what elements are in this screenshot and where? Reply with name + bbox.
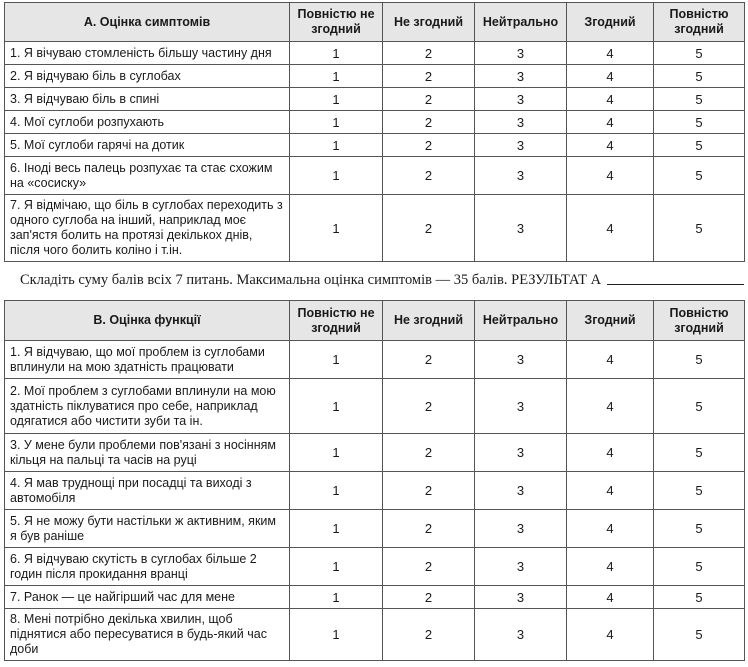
question-row: [5, 65, 745, 88]
score-option-2[interactable]: 2: [383, 134, 475, 157]
question-row: [5, 548, 745, 586]
question-text: 2. Я відчуваю біль в суглобах: [5, 65, 290, 88]
score-option-1[interactable]: 1: [290, 586, 383, 609]
score-option-3[interactable]: 3: [475, 65, 567, 88]
score-option-3[interactable]: 3: [475, 341, 567, 379]
score-option-2[interactable]: 2: [383, 379, 475, 434]
score-option-1[interactable]: 1: [290, 341, 383, 379]
score-option-3[interactable]: 3: [475, 134, 567, 157]
score-option-2[interactable]: 2: [383, 609, 475, 661]
header-disagree: Не згодний: [383, 301, 475, 341]
score-option-1[interactable]: 1: [290, 42, 383, 65]
result-a-line: [607, 284, 744, 285]
question-row: [5, 434, 745, 472]
question-row: [5, 510, 745, 548]
score-option-2[interactable]: 2: [383, 42, 475, 65]
question-text: 1. Я вічуваю стомленість більшу частину дня: [5, 42, 290, 65]
score-option-1[interactable]: 1: [290, 195, 383, 262]
score-option-3[interactable]: 3: [475, 434, 567, 472]
score-option-2[interactable]: 2: [383, 195, 475, 262]
score-option-4[interactable]: 4: [567, 609, 654, 661]
question-row: [5, 157, 745, 195]
score-option-3[interactable]: 3: [475, 548, 567, 586]
score-option-4[interactable]: 4: [567, 510, 654, 548]
symptoms-section-title: А. Оцінка симптомів: [5, 3, 290, 42]
score-option-5[interactable]: 5: [654, 134, 745, 157]
score-option-5[interactable]: 5: [654, 341, 745, 379]
score-option-4[interactable]: 4: [567, 157, 654, 195]
question-row: [5, 609, 745, 661]
score-option-1[interactable]: 1: [290, 472, 383, 510]
score-option-4[interactable]: 4: [567, 434, 654, 472]
question-text: 1. Я відчуваю, що мої проблем із суглобами вплинули на мою здатність працювати: [5, 341, 290, 379]
question-text: 3. Я відчуваю біль в спині: [5, 88, 290, 111]
score-option-2[interactable]: 2: [383, 548, 475, 586]
score-option-1[interactable]: 1: [290, 510, 383, 548]
header-strongly-agree: Повністю згодний: [654, 301, 745, 341]
question-row: [5, 472, 745, 510]
score-option-2[interactable]: 2: [383, 510, 475, 548]
question-text: 5. Мої суглоби гарячі на дотик: [5, 134, 290, 157]
score-option-5[interactable]: 5: [654, 111, 745, 134]
header-agree: Згодний: [567, 3, 654, 42]
question-text: 8. Мені потрібно декілька хвилин, щоб піднятися або пересуватися в будь-який час доби: [5, 609, 290, 661]
score-option-3[interactable]: 3: [475, 111, 567, 134]
score-option-1[interactable]: 1: [290, 111, 383, 134]
score-option-1[interactable]: 1: [290, 65, 383, 88]
score-option-3[interactable]: 3: [475, 195, 567, 262]
score-option-4[interactable]: 4: [567, 341, 654, 379]
header-agree: Згодний: [567, 301, 654, 341]
score-option-2[interactable]: 2: [383, 586, 475, 609]
function-table: [4, 300, 745, 661]
score-option-3[interactable]: 3: [475, 609, 567, 661]
score-option-3[interactable]: 3: [475, 157, 567, 195]
score-option-2[interactable]: 2: [383, 111, 475, 134]
score-option-2[interactable]: 2: [383, 472, 475, 510]
question-text: 5. Я не можу бути настільки ж активним, яким я був раніше: [5, 510, 290, 548]
question-text: 7. Я відмічаю, що біль в суглобах переходить з одного суглоба на інший, наприклад моє зап'ястя болить на протязі декількох днів, після чого болить коліно і т.ін.: [5, 195, 290, 262]
header-disagree: Не згодний: [383, 3, 475, 42]
question-text: 6. Я відчуваю скутість в суглобах більше 2 годин після прокидання вранці: [5, 548, 290, 586]
score-option-5[interactable]: 5: [654, 195, 745, 262]
score-option-5[interactable]: 5: [654, 65, 745, 88]
symptoms-summary: [20, 270, 744, 290]
function-section-title: В. Оцінка функції: [5, 301, 290, 341]
symptoms-header-row: [5, 3, 745, 42]
score-option-4[interactable]: 4: [567, 42, 654, 65]
score-option-2[interactable]: 2: [383, 434, 475, 472]
score-option-5[interactable]: 5: [654, 434, 745, 472]
score-option-1[interactable]: 1: [290, 434, 383, 472]
score-option-3[interactable]: 3: [475, 472, 567, 510]
header-strongly-disagree: Повністю не згодний: [290, 3, 383, 42]
summary-text: Складіть суму балів всіх 7 питань. Максимальна оцінка симптомів — 35 балів. РЕЗУЛЬТАТ А: [20, 272, 602, 288]
header-strongly-agree: Повністю згодний: [654, 3, 745, 42]
score-option-4[interactable]: 4: [567, 195, 654, 262]
question-text: 7. Ранок — це найгірший час для мене: [5, 586, 290, 609]
score-option-4[interactable]: 4: [567, 134, 654, 157]
score-option-2[interactable]: 2: [383, 341, 475, 379]
score-option-5[interactable]: 5: [654, 510, 745, 548]
question-row: [5, 341, 745, 379]
score-option-4[interactable]: 4: [567, 472, 654, 510]
score-option-2[interactable]: 2: [383, 157, 475, 195]
function-header-row: [5, 301, 745, 341]
score-option-3[interactable]: 3: [475, 42, 567, 65]
score-option-1[interactable]: 1: [290, 609, 383, 661]
question-text: 3. У мене були проблеми пов'язані з носінням кільця на пальці та часів на руці: [5, 434, 290, 472]
question-text: 2. Мої проблем з суглобами вплинули на мою здатність піклуватися про себе, наприклад одягатися або чистити зуби та ін.: [5, 379, 290, 434]
score-option-5[interactable]: 5: [654, 379, 745, 434]
question-row: [5, 88, 745, 111]
score-option-5[interactable]: 5: [654, 42, 745, 65]
question-text: 6. Іноді весь палець розпухає та стає схожим на «сосиску»: [5, 157, 290, 195]
question-row: [5, 195, 745, 262]
score-option-5[interactable]: 5: [654, 88, 745, 111]
score-option-3[interactable]: 3: [475, 510, 567, 548]
score-option-5[interactable]: 5: [654, 609, 745, 661]
score-option-4[interactable]: 4: [567, 379, 654, 434]
question-row: [5, 111, 745, 134]
score-option-4[interactable]: 4: [567, 88, 654, 111]
score-option-3[interactable]: 3: [475, 586, 567, 609]
question-text: 4. Мої суглоби розпухають: [5, 111, 290, 134]
score-option-2[interactable]: 2: [383, 65, 475, 88]
question-row: [5, 586, 745, 609]
score-option-1[interactable]: 1: [290, 379, 383, 434]
score-option-4[interactable]: 4: [567, 111, 654, 134]
score-option-1[interactable]: 1: [290, 134, 383, 157]
score-option-3[interactable]: 3: [475, 88, 567, 111]
header-neutral: Нейтрально: [475, 3, 567, 42]
question-row: [5, 42, 745, 65]
score-option-5[interactable]: 5: [654, 548, 745, 586]
header-strongly-disagree: Повністю не згодний: [290, 301, 383, 341]
score-option-4[interactable]: 4: [567, 65, 654, 88]
score-option-1[interactable]: 1: [290, 548, 383, 586]
header-neutral: Нейтрально: [475, 301, 567, 341]
score-option-4[interactable]: 4: [567, 548, 654, 586]
score-option-1[interactable]: 1: [290, 88, 383, 111]
score-option-1[interactable]: 1: [290, 157, 383, 195]
score-option-4[interactable]: 4: [567, 586, 654, 609]
question-text: 4. Я мав труднощі при посадці та виході з автомобіля: [5, 472, 290, 510]
score-option-5[interactable]: 5: [654, 586, 745, 609]
symptoms-table: [4, 2, 745, 262]
score-option-2[interactable]: 2: [383, 88, 475, 111]
question-row: [5, 379, 745, 434]
score-option-5[interactable]: 5: [654, 157, 745, 195]
score-option-5[interactable]: 5: [654, 472, 745, 510]
question-row: [5, 134, 745, 157]
score-option-3[interactable]: 3: [475, 379, 567, 434]
